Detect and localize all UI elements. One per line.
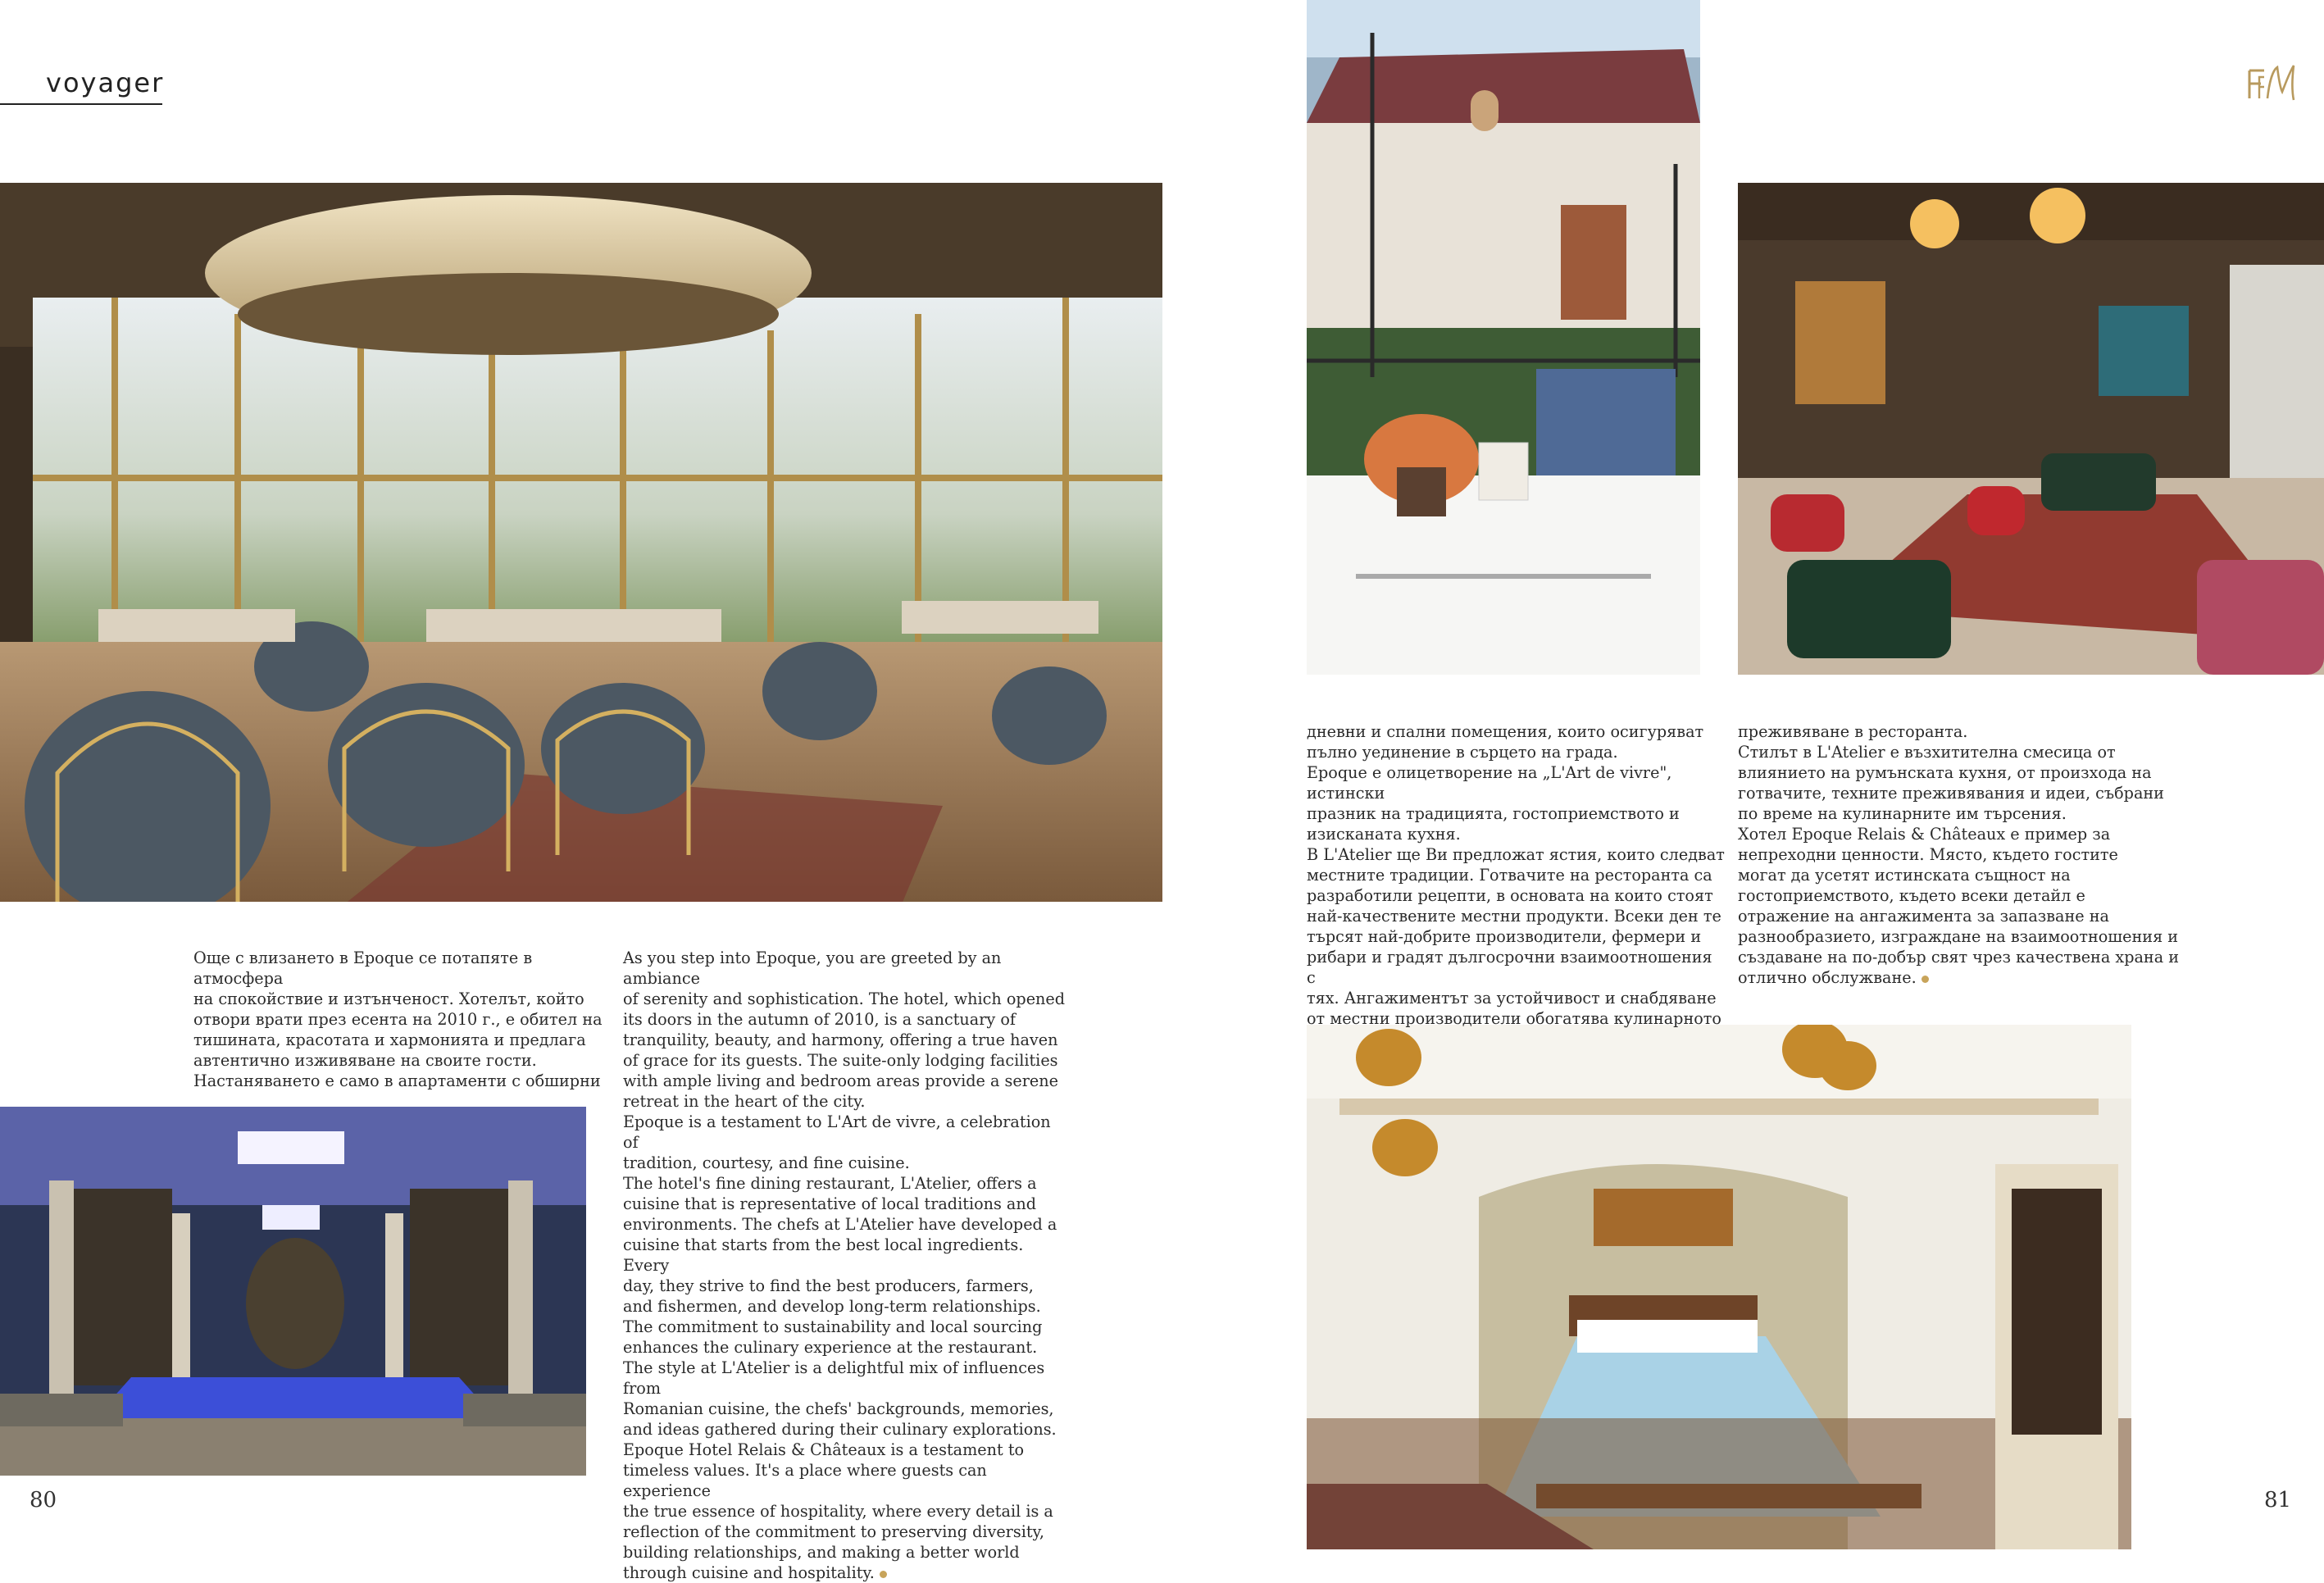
text-line: дневни и спални помещения, които осигуряват: [1307, 722, 1704, 741]
text-line: по време на кулинарните им търсения.: [1738, 804, 2067, 823]
lounge-room-photo: [1738, 183, 2324, 675]
text-line-content: отлично обслужване.: [1738, 968, 1917, 987]
end-mark-dot-icon: [880, 1571, 887, 1578]
text-line: готвачите, техните преживявания и идеи, събрани: [1738, 784, 2164, 803]
bulgarian-text-column-2: [1307, 721, 1725, 1029]
text-line: могат да усетят истинската същност на: [1738, 866, 2071, 885]
text-line: преживяване в ресторанта.: [1738, 722, 1968, 741]
bedroom-suite-photo: [1307, 1025, 2131, 1549]
text-line: the true essence of hospitality, where every detail is a: [623, 1502, 1053, 1521]
text-line: The hotel's fine dining restaurant, L'Atelier, offers a: [623, 1174, 1037, 1193]
section-label: voyager: [46, 67, 165, 98]
text-line: В L'Atelier ще Ви предложат ястия, които следват: [1307, 845, 1725, 864]
text-line: Стилът в L'Atelier е възхитителна смесица от: [1738, 743, 2116, 762]
indoor-pool-photo: [0, 1107, 586, 1476]
text-line: Romanian cuisine, the chefs' backgrounds, memories,: [623, 1399, 1054, 1418]
page-number-left: 80: [30, 1488, 57, 1512]
text-line: Настаняването е само в апартаменти с обширни: [193, 1071, 601, 1090]
text-line: The style at L'Atelier is a delightful mix of influences from: [623, 1358, 1045, 1398]
text-line: Epoque е олицетворение на „L'Art de vivre", истински: [1307, 763, 1672, 803]
text-line: създаване на по-добър свят чрез качествена храна и: [1738, 948, 2180, 967]
text-line: влиянието на румънската кухня, от произхода на: [1738, 763, 2152, 782]
text-line: with ample living and bedroom areas provide a serene: [623, 1071, 1058, 1090]
text-line: Още с влизането в Epoque се потапяте в атмосфера: [193, 948, 533, 988]
text-line: of grace for its guests. The suite-only lodging facilities: [623, 1051, 1058, 1070]
text-line: cuisine that starts from the best local ingredients. Every: [623, 1235, 1024, 1275]
fm-monogram-logo-icon: [2244, 59, 2299, 105]
bulgarian-text-column-3: [1738, 721, 2230, 988]
text-line: тях. Ангажиментът за устойчивост и снабдяване: [1307, 989, 1717, 1008]
text-line: най-качествените местни продукти. Всеки ден те: [1307, 907, 1721, 926]
text-line: тишината, красотата и хармонията и предлага: [193, 1030, 586, 1049]
text-line: рибари и градят дългосрочни взаимоотношения с: [1307, 948, 1712, 987]
bulgarian-text-column-1: [193, 948, 603, 1091]
text-line: [1738, 967, 2230, 988]
text-line: timeless values. It's a place where guests can experience: [623, 1461, 987, 1500]
text-line: местните традиции. Готвачите на ресторанта са: [1307, 866, 1712, 885]
section-rule: [0, 103, 162, 105]
text-line: гостоприемството, където всеки детайл е: [1738, 886, 2085, 905]
text-line: As you step into Epoque, you are greeted by an ambiance: [623, 948, 1002, 988]
end-mark-dot-icon: [1922, 976, 1929, 983]
text-line: разработили рецепти, в основата на които стоят: [1307, 886, 1713, 905]
text-line: reflection of the commitment to preserving diversity,: [623, 1522, 1044, 1541]
text-line: its doors in the autumn of 2010, is a sanctuary of: [623, 1010, 1016, 1029]
text-line: tranquility, beauty, and harmony, offering a true haven: [623, 1030, 1058, 1049]
text-line: building relationships, and making a better world: [623, 1543, 1020, 1562]
text-line: пълно уединение в сърцето на града.: [1307, 743, 1618, 762]
terrace-table-photo: [1307, 0, 1700, 675]
text-line: Хотел Epoque Relais & Châteaux е пример за: [1738, 825, 2111, 844]
text-line: retreat in the heart of the city.: [623, 1092, 866, 1111]
text-line: and fishermen, and develop long-term relationships.: [623, 1297, 1041, 1316]
text-line: непреходни ценности. Място, където гостите: [1738, 845, 2118, 864]
text-line: tradition, courtesy, and fine cuisine.: [623, 1153, 910, 1172]
restaurant-dining-room-photo: [0, 183, 1162, 902]
text-line: environments. The chefs at L'Atelier have developed a: [623, 1215, 1057, 1234]
text-line: изисканата кухня.: [1307, 825, 1461, 844]
text-line: празник на традицията, гостоприемството и: [1307, 804, 1680, 823]
text-line: автентично изживяване на своите гости.: [193, 1051, 537, 1070]
text-line: day, they strive to find the best producers, farmers,: [623, 1276, 1034, 1295]
text-line: отвори врати през есента на 2010 г., е обител на: [193, 1010, 603, 1029]
page-number-right: 81: [2264, 1488, 2292, 1512]
text-line: enhances the culinary experience at the restaurant.: [623, 1338, 1038, 1357]
text-line: cuisine that is representative of local traditions and: [623, 1194, 1037, 1213]
text-line: The commitment to sustainability and local sourcing: [623, 1317, 1043, 1336]
text-line: [623, 1563, 1066, 1583]
text-line: отражение на ангажимента за запазване на: [1738, 907, 2109, 926]
text-line: от местни производители обогатява кулинарното: [1307, 1009, 1721, 1028]
text-line: and ideas gathered during their culinary explorations.: [623, 1420, 1057, 1439]
text-line: търсят най-добрите производители, фермери и: [1307, 927, 1702, 946]
text-line: Epoque is a testament to L'Art de vivre, a celebration of: [623, 1112, 1051, 1152]
text-line: на спокойствие и изтънченост. Хотелът, който: [193, 989, 584, 1008]
text-line: Epoque Hotel Relais & Châteaux is a testament to: [623, 1440, 1025, 1459]
text-line-content: through cuisine and hospitality.: [623, 1563, 875, 1582]
text-line: разнообразието, изграждане на взаимоотношения и: [1738, 927, 2179, 946]
text-line: of serenity and sophistication. The hotel, which opened: [623, 989, 1066, 1008]
english-text-column: [623, 948, 1066, 1583]
